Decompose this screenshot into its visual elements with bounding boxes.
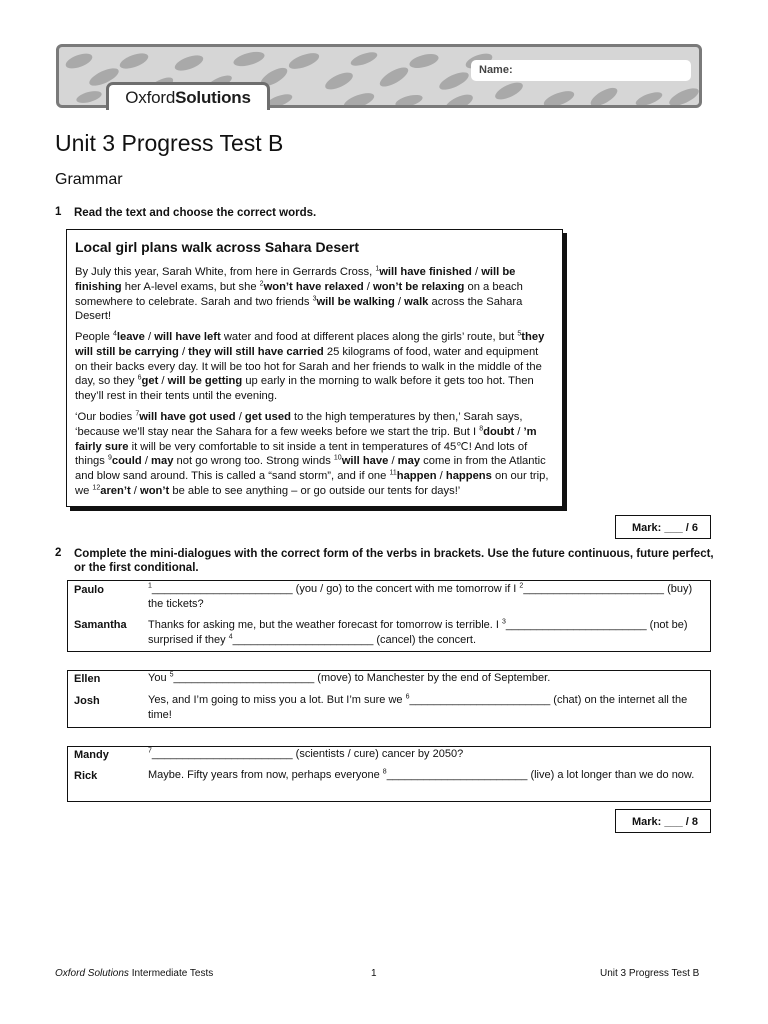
speaker-name: Mandy [74, 749, 109, 761]
reading-paragraph-3: ‘Our bodies $^7$will have got used / get used to the high temperatures by then,’ Sarah says, ‘because we’ll stay near the Sahara for a few weeks before we start the trip. But I $^8$doubt / ’m fairly sure it will be very comfortable to sit inside a tent in temperatures of 45℃! And lots of things $^9$could / may not go wrong too. Strong winds $^{10}$will have / may come in from the Atlantic and blow sand around. This is called a “sand storm”, and if one $^{11}$happen / happens on our trip, we $^{12}$aren’t / won’t be able to see anything – or go outside our tents for days!’ [75, 410, 549, 497]
speaker-name: Samantha [74, 619, 127, 631]
name-label: Name: [479, 64, 513, 76]
question-2-instruction: Complete the mini-dialogues with the correct form of the verbs in brackets. Use the future continuous, future perfect, or the first conditional. [74, 548, 714, 574]
dialogue-line: Thanks for asking me, but the weather forecast for tomorrow is terrible. I $^3$_______________________ (not be) surprised if they $^4$_______________________ (cancel) the concert. [148, 618, 688, 646]
speaker-name: Rick [74, 770, 98, 782]
section-title: Grammar [55, 171, 123, 188]
dialogue-box-1 [67, 580, 711, 652]
dialogue-box-3 [67, 746, 711, 802]
question-2-number: 2 [55, 547, 62, 559]
page-title: Unit 3 Progress Test B [55, 130, 284, 156]
dialogue-line: Maybe. Fifty years from now, perhaps everyone $^8$_______________________ (live) a lot longer than we do now. [148, 768, 695, 781]
footer-left [55, 968, 213, 979]
question-1-mark: Mark: ___ / 6 [615, 515, 711, 539]
question-1-number: 1 [55, 206, 62, 218]
speaker-name: Paulo [74, 584, 104, 596]
reading-title: Local girl plans walk across Sahara Desert [75, 239, 360, 255]
logo-prefix: Oxford [125, 88, 176, 107]
question-2-mark: Mark: ___ / 8 [615, 809, 711, 833]
name-field[interactable] [471, 60, 691, 81]
dialogue-line: $^1$_______________________ (you / go) to the concert with me tomorrow if I $^2$_______________________ (buy) the tickets? [148, 582, 693, 610]
reading-paragraph-1: By July this year, Sarah White, from here in Gerrards Cross, $^1$will have finished / will be finishing her A-level exams, but she $^2$won’t have relaxed / won’t be relaxing on a beach somewhere to celebrate. Sarah and two friends $^3$will be walking / walk across the Sahara Desert! [75, 265, 523, 323]
page-number: 1 [371, 968, 377, 979]
footer-series: Oxford Solutions [55, 968, 129, 979]
logo [109, 88, 267, 108]
speaker-name: Ellen [74, 673, 101, 685]
footer-series-rest: Intermediate Tests [128, 968, 214, 979]
dialogue-line: Yes, and I’m going to miss you a lot. But I’m sure we $^6$_______________________ (chat) on the internet all the time! [148, 693, 688, 721]
reading-box [66, 229, 563, 507]
dialogue-box-2 [67, 670, 711, 728]
footer-right: Unit 3 Progress Test B [600, 968, 700, 979]
dialogue-line: $^7$_______________________ (scientists / cure) cancer by 2050? [148, 747, 464, 760]
dialogue-line: You $^5$_______________________ (move) to Manchester by the end of September. [148, 671, 551, 684]
speaker-name: Josh [74, 695, 100, 707]
question-1-instruction: Read the text and choose the correct words. [74, 207, 317, 219]
logo-suffix: Solutions [175, 88, 251, 107]
logo-tab [106, 82, 270, 110]
reading-paragraph-2: People $^4$leave / will have left water and food at different places along the girls’ route, but $^5$they will still be carrying / they will still have carried 25 kilograms of food, water and equipment on their backs every day. It will be too hot for Sarah and her friends to walk in the middle of the day, so they $^6$get / will be getting up early in the morning to walk before it gets too hot. Then they’ll rest in their tents until the evening. [75, 330, 545, 403]
